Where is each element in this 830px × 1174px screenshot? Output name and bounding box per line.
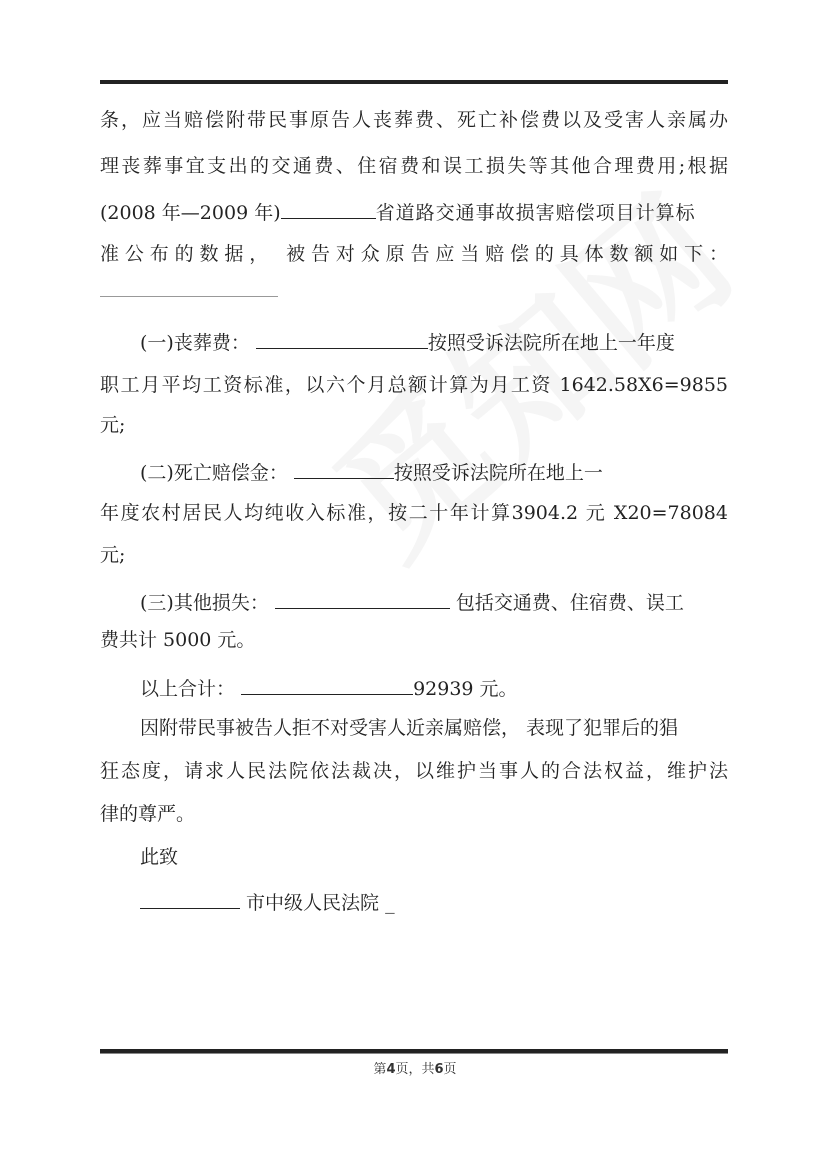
item-label: (三)其他损失：	[140, 592, 269, 614]
text-line: 条，应当赔偿附带民事原告人丧葬费、死亡补偿费以及受害人亲属办	[100, 109, 728, 131]
text-line: 理丧葬事宜支出的交通费、住宿费和误工损失等其他合理费用;根据	[100, 155, 728, 177]
text-line: 元;	[100, 544, 126, 566]
text-line: 费共计 5000 元。	[100, 629, 256, 651]
closing: 此致	[140, 846, 179, 868]
blank	[294, 458, 394, 479]
footer-text: 页，共	[395, 1062, 435, 1077]
year-range: (2008 年—2009 年)	[100, 202, 281, 224]
text-line: 狂态度，请求人民法院依法裁决，以维护当事人的合法权益，维护法	[100, 760, 728, 782]
text-line: 因附带民事被告人拒不对受害人近亲属赔偿， 表现了犯罪后的猖	[140, 717, 679, 739]
blank	[256, 328, 428, 349]
text-line: 年度农村居民人均纯收入标准，按二十年计算3904.2 元 X20=78084	[100, 502, 728, 524]
total-pages: 6	[434, 1062, 444, 1077]
current-page: 4	[386, 1062, 396, 1077]
court-name: 市中级人民法院 _	[246, 892, 395, 914]
text-line: 律的尊严。	[100, 803, 196, 825]
text-line: 准公布的数据， 被告对众原告应当赔偿的具体数额如下：	[100, 243, 728, 265]
item-other-losses	[140, 588, 728, 615]
footer-rule	[100, 1049, 728, 1054]
text-fragment: 按照受诉法院所在地上一年度	[427, 332, 675, 354]
blank	[275, 588, 450, 609]
footer-text: 第	[373, 1062, 387, 1077]
text-line	[100, 198, 728, 225]
city-blank	[140, 888, 240, 909]
total-line	[140, 674, 728, 701]
footer-text: 页	[443, 1062, 457, 1077]
province-blank	[281, 198, 376, 219]
court-line	[140, 888, 728, 915]
text-line: 元;	[100, 414, 126, 436]
header-rule	[100, 80, 728, 84]
text-fragment: 包括交通费、住宿费、误工	[455, 592, 684, 614]
text-fragment: 省道路交通事故损害赔偿项目计算标	[375, 202, 696, 224]
item-death-compensation	[140, 458, 728, 485]
item-funeral	[140, 328, 728, 355]
item-label: (二)死亡赔偿金：	[140, 462, 288, 484]
text-line: 职工月平均工资标准，以六个月总额计算为月工资 1642.58X6=9855	[100, 374, 728, 396]
item-label: (一)丧葬费：	[140, 332, 250, 354]
page-number	[0, 1058, 830, 1077]
total-label: 以上合计：	[140, 678, 236, 700]
text-fragment: 按照受诉法院所在地上一	[393, 462, 603, 484]
total-value: 92939 元。	[413, 678, 518, 700]
short-rule	[100, 296, 278, 297]
blank	[241, 674, 413, 695]
